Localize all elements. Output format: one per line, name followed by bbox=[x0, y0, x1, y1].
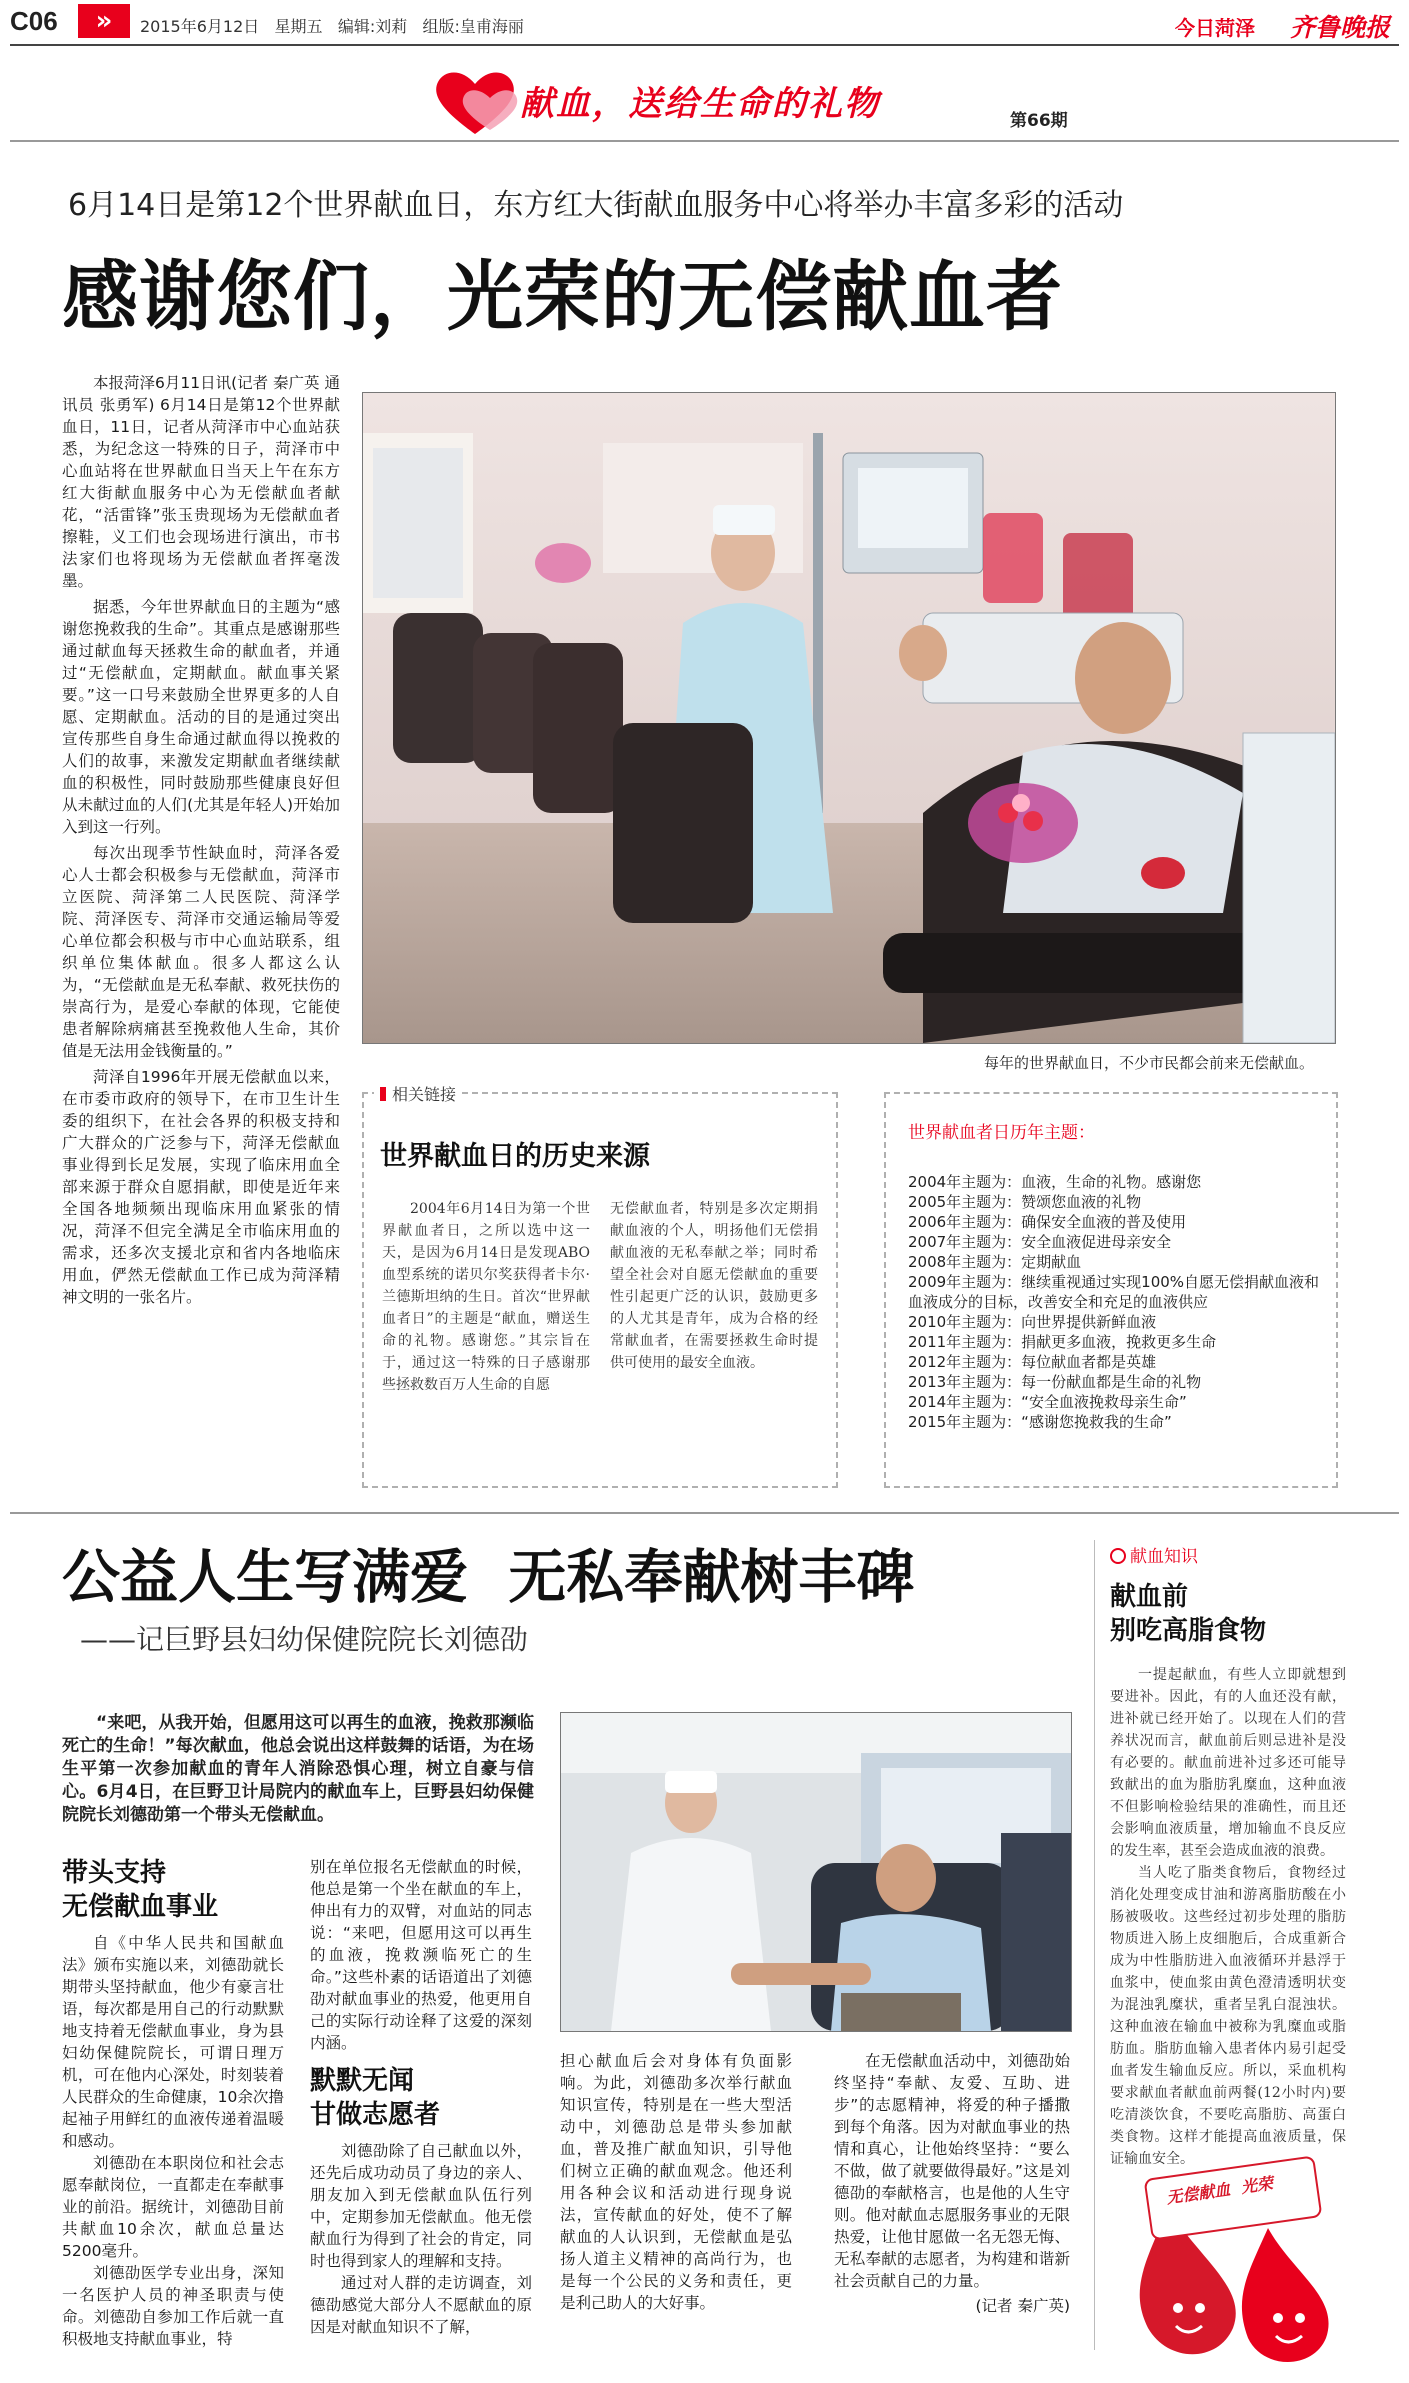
article2-paragraph: 通过对人群的走访调查，刘德劭感觉大部分人不愿献血的原因是对献血知识不了解， bbox=[310, 2274, 532, 2336]
article1-kicker: 6月14日是第12个世界献血日，东方红大街献血服务中心将举办丰富多彩的活动 bbox=[68, 188, 1124, 223]
doctor-donating-photo bbox=[560, 1712, 1072, 2032]
article2-paragraph: 刘德劭除了自己献血以外，还先后成功动员了身边的亲人、朋友加入到无偿献血队伍行列中，定期参加无偿献血。他无偿献血行为得到了社会的肯定，同时也得到家人的理解和支持。 bbox=[310, 2142, 532, 2270]
article1-body-column bbox=[62, 372, 340, 1308]
related-link-col2 bbox=[610, 1198, 818, 1374]
mascot-banner-text: 无偿献血 光荣 bbox=[1165, 2173, 1275, 2208]
page-number: C06 bbox=[10, 6, 58, 36]
donation-scene-illustration bbox=[363, 393, 1335, 1043]
themes-item: 2013年主题为：每一份献血都是生命的礼物 bbox=[908, 1373, 1202, 1391]
themes-title: 世界献血者日历年主题： bbox=[908, 1123, 1095, 1143]
themes-item: 2010年主题为：向世界提供新鲜血液 bbox=[908, 1313, 1157, 1331]
themes-item: 2014年主题为：“安全血液挽救母亲生命” bbox=[908, 1393, 1187, 1411]
themes-item: 2009年主题为：继续重视通过实现100%自愿无偿捐献血液和血液成分的目标，改善安全和充足的血液供应 bbox=[908, 1273, 1320, 1311]
article2-col4 bbox=[834, 2050, 1070, 2316]
themes-item: 2011年主题为：捐献更多血液，挽救更多生命 bbox=[908, 1333, 1217, 1351]
newspaper-name: 齐鲁晚报 bbox=[1290, 13, 1391, 42]
related-link-title: 世界献血日的历史来源 bbox=[380, 1141, 650, 1172]
article2-lead-text: “来吧，从我开始，但愿用这可以再生的血液，挽救那濒临死亡的生命！”每次献血，他总会说出这样鼓舞的话语，为在场生平第一次参加献血的青年人消除恐惧心理，树立自豪与信心。6月4日，在巨野卫计局院内的献血车上，巨野县妇幼保健院院长刘德劭第一个带头无偿献血。 bbox=[62, 1713, 534, 1825]
sidebar-body bbox=[1110, 1664, 1346, 2170]
themes-item: 2005年主题为：赞颂您血液的礼物 bbox=[908, 1193, 1142, 1211]
themes-item: 2012年主题为：每位献血者都是英雄 bbox=[908, 1353, 1157, 1371]
article2-paragraph: 刘德劭医学专业出身，深知一名医护人员的神圣职责与使命。刘德劭自参加工作后就一直积极地支持献血事业，特 bbox=[62, 2264, 284, 2348]
related-link-box bbox=[362, 1085, 838, 1488]
section2-title-line1: 默默无闻 bbox=[310, 2066, 415, 2096]
tag-marker-icon bbox=[380, 1087, 386, 1101]
issue-number: 第66期 bbox=[1010, 111, 1068, 131]
themes-box bbox=[884, 1092, 1338, 1488]
themes-list bbox=[908, 1172, 1320, 1432]
main-photo-caption: 每年的世界献血日，不少市民都会前来无偿献血。 bbox=[984, 1054, 1315, 1072]
weekday: 星期五 bbox=[274, 17, 323, 36]
section2-title-line2: 甘做志愿者 bbox=[310, 2100, 441, 2130]
article2-paragraph: 别在单位报名无偿献血的时候，他总是第一个坐在献血的车上，伸出有力的双臂，对血站的同志说：“来吧，但愿用这可以再生的血液，挽救濒临死亡的生命。”这些朴素的话语道出了刘德劭对献血事业的热爱，他更用自己的实际行动诠释了这爱的深刻内涵。 bbox=[310, 1858, 532, 2052]
sidebar-title bbox=[1110, 1580, 1266, 1648]
themes-item: 2007年主题为：安全血液促进母亲安全 bbox=[908, 1233, 1172, 1251]
circle-icon bbox=[1110, 1548, 1126, 1564]
related-link-tag bbox=[374, 1082, 462, 1105]
article1-headline: 感谢您们，光荣的无偿献血者 bbox=[62, 252, 1063, 341]
themes-item: 2004年主题为：血液，生命的礼物。感谢您 bbox=[908, 1173, 1202, 1191]
article2-subhead: ——记巨野县妇幼保健院院长刘德劭 bbox=[80, 1623, 529, 1656]
blood-drop-mascot bbox=[1108, 2148, 1348, 2378]
sidebar-paragraph: 当人吃了脂类食物后，食物经过消化处理变成甘油和游离脂肪酸在小肠被吸收。这些经过初步处理的脂肪物质进入肠上皮细胞后，合成重新合成为中性脂肪进入血液循环并悬浮于血浆中，使血浆由黄色澄清透明状变为混浊乳糜状，重者呈乳白混浊状。这种血液在输血中被称为乳糜血或脂肪血。脂肪血输入患者体内易引起受血者发生输血反应。所以，采血机构要求献血者献血前两餐(12小时内)要吃清淡饮食，不要吃高脂肪、高蛋白类食物。这样才能提高血液质量，保证输血安全。 bbox=[1110, 1865, 1346, 2167]
masthead bbox=[0, 0, 1409, 60]
header-meta bbox=[140, 14, 524, 37]
column-banner bbox=[380, 60, 1030, 142]
article2-col1 bbox=[62, 1856, 284, 2350]
sidebar-title-line1: 献血前 bbox=[1110, 1582, 1189, 1612]
article2-headline: 公益人生写满爱 无私奉献树丰碑 bbox=[62, 1543, 915, 1611]
section-divider bbox=[10, 1512, 1399, 1514]
article1-paragraph: 每次出现季节性缺血时，菏泽各爱心人士都会积极参与无偿献血，菏泽市立医院、菏泽第二人民医院、菏泽学院、菏泽医专、菏泽市交通运输局等爱心单位都会积极与市中心血站联系，组织单位集体献血。很多人都这么认为，“无偿献血是无私奉献、救死扶伤的崇高行为，是爱心奉献的体现，它能使患者解除病痛甚至挽救他人生命，其价值是无法用金钱衡量的。” bbox=[62, 844, 340, 1060]
related-link-text: 无偿献血者，特别是多次定期捐献血液的个人，明扬他们无偿捐献血液的无私奉献之举；同时希望全社会对自愿无偿献血的重要性引起更广泛的认识，鼓励更多的人尤其是青年，成为合格的经常献血者，在需要拯救生命时提供可使用的最安全血液。 bbox=[610, 1201, 818, 1371]
themes-item: 2008年主题为：定期献血 bbox=[908, 1253, 1082, 1271]
article2-paragraph: 刘德劭在本职岗位和社会志愿奉献岗位，一直都走在奉献事业的前沿。据统计，刘德劭目前共献血10余次，献血总量达5200毫升。 bbox=[62, 2154, 284, 2260]
page-arrow-icon: » bbox=[78, 4, 130, 38]
section1-title-line2: 无偿献血事业 bbox=[62, 1892, 219, 1922]
related-link-tag-label: 相关链接 bbox=[392, 1085, 457, 1104]
related-link-col1 bbox=[382, 1198, 590, 1396]
donation-bus-illustration bbox=[561, 1713, 1071, 2031]
knowledge-tag bbox=[1110, 1542, 1198, 1567]
knowledge-tag-label: 献血知识 bbox=[1130, 1547, 1198, 1567]
article2-lead bbox=[62, 1712, 534, 1827]
banner-rule bbox=[10, 140, 1399, 142]
sidebar-title-line2: 别吃高脂食物 bbox=[1110, 1616, 1267, 1646]
article2-paragraph: 在无偿献血活动中，刘德劭始终坚持“奉献、友爱、互助、进步”的志愿精神，将爱的种子播撒到每个角落。因为对献血事业的热情和真心，让他始终坚持：“要么不做，做了就要做得最好。”这是刘德劭的奉献格言，也是他的人生守则。他对献血志愿服务事业的无限热爱，让他甘愿做一名无怨无悔、无私奉献的志愿者，为构建和谐新社会贡献自己的力量。 bbox=[834, 2052, 1070, 2290]
themes-item: 2015年主题为：“感谢您挽救我的生命” bbox=[908, 1413, 1172, 1431]
article2-paragraph: 担心献血后会对身体有负面影响。为此，刘德劭多次举行献血知识宣传，特别是在一些大型活动中，刘德劭总是带头参加献血，普及推广献血知识，引导他们树立正确的献血观念。他还利用各种会议和活动进行现身说法，宣传献血的好处，使不了解献血的人认识到，无偿献血是弘扬人道主义精神的高尚行为，也是每一个公民的义务和责任，更是利己助人的大好事。 bbox=[560, 2052, 792, 2312]
blood-donation-hall-photo bbox=[362, 392, 1336, 1044]
issue-date: 2015年6月12日 bbox=[140, 17, 260, 36]
editor: 编辑:刘莉 bbox=[337, 17, 408, 36]
layout-editor: 组版:皇甫海丽 bbox=[422, 17, 524, 36]
article2-col2 bbox=[310, 1856, 532, 2338]
article2-paragraph: 自《中华人民共和国献血法》颁布实施以来，刘德劭就长期带头坚持献血，他少有豪言壮语，每次都是用自己的行动默默地支持着无偿献血事业，身为县妇幼保健院院长，可谓日理万机，可在他内心深处，时刻装着人民群众的生命健康，10余次撸起袖子用鲜红的血液传递着温暖和感动。 bbox=[62, 1934, 284, 2150]
section-name: 今日菏泽 bbox=[1175, 16, 1255, 40]
article2-byline: (记者 秦广英) bbox=[975, 2297, 1070, 2315]
article1-paragraph: 本报菏泽6月11日讯(记者 秦广英 通讯员 张勇军) 6月14日是第12个世界献血日，11日，记者从菏泽市中心血站获悉，为纪念这一特殊的日子，菏泽市中心血站将在世界献血日当天上午在东方红大街献血服务中心为无偿献血者献花，“活雷锋”张玉贵现场为无偿献血者擦鞋，义工们也会现场进行演出，市书法家们也将现场为无偿献血者挥毫泼墨。 bbox=[62, 374, 340, 590]
sidebar-divider bbox=[1094, 1540, 1095, 2350]
article1-paragraph: 菏泽自1996年开展无偿献血以来，在市委市政府的领导下，在市卫生计生委的组织下，在社会各界的积极支持和广大群众的广泛参与下，菏泽无偿献血事业得到长足发展，实现了临床用血全部来源于群众自愿捐献，即使是近年来全国各地频频出现临床用血紧张的情况，菏泽不但完全满足全市临床用血的需求，还多次支援北京和省内各地临床用血，俨然无偿献血工作已成为菏泽精神文明的一张名片。 bbox=[62, 1068, 340, 1306]
section1-title bbox=[62, 1856, 284, 1924]
section2-title bbox=[310, 2064, 532, 2132]
banner-title: 献血，送给生命的礼物 bbox=[520, 84, 880, 124]
heart-icon bbox=[430, 64, 520, 140]
masthead-rule bbox=[10, 44, 1399, 46]
sidebar-paragraph: 一提起献血，有些人立即就想到要进补。因此，有的人血还没有献，进补就已经开始了。以现在人们的营养状况而言，献血前后则忌进补是没有必要的。献血前进补过多还可能导致献出的血为脂肪乳糜血，这种血液不但影响检验结果的准确性，而且还会影响血液质量，增加输血不良反应的发生率，甚至会造成血液的浪费。 bbox=[1110, 1667, 1346, 1859]
article1-paragraph: 据悉，今年世界献血日的主题为“感谢您挽救我的生命”。其重点是感谢那些通过献血每天拯救生命的献血者，并通过“无偿献血，定期献血。献血事关紧要。”这一口号来鼓励全世界更多的人自愿、定期献血。活动的目的是通过突出宣传那些自身生命通过献血得以挽救的人们的故事，来激发定期献血者继续献血的积极性，同时鼓励那些健康良好但从未献过血的人们(尤其是年轻人)开始加入到这一行列。 bbox=[62, 598, 340, 836]
related-link-text: 2004年6月14日为第一个世界献血者日，之所以选中这一天，是因为6月14日是发现ABO血型系统的诺贝尔奖获得者卡尔·兰德斯坦纳的生日。首次“世界献血者日”的主题是“献血，赠送生命的礼物。感谢您。”其宗旨在于，通过这一特殊的日子感谢那些拯救数百万人生命的自愿 bbox=[382, 1201, 590, 1393]
themes-item: 2006年主题为：确保安全血液的普及使用 bbox=[908, 1213, 1187, 1231]
section1-title-line1: 带头支持 bbox=[62, 1858, 167, 1888]
article2-col3 bbox=[560, 2050, 792, 2314]
